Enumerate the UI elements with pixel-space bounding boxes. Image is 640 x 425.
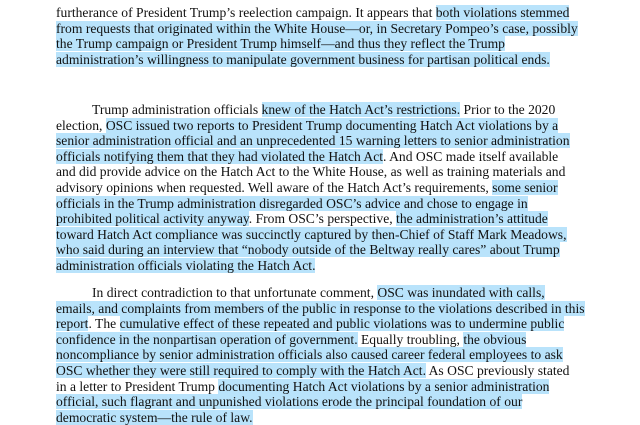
highlighted-text: the obvious <box>463 331 527 347</box>
text-run: Trump administration officials <box>92 102 262 117</box>
text-run: . And OSC made itself available <box>383 148 559 164</box>
highlighted-text: emails, and complaints from members of the public in response to the violations described in this <box>56 300 585 316</box>
highlighted-text: both violations stemmed <box>435 5 570 20</box>
highlighted-text: OSC issued two reports to President Trump documenting Hatch Act violations by a <box>105 117 559 133</box>
highlighted-text: report <box>56 316 89 332</box>
text-run: in a letter to President Trump <box>56 378 219 394</box>
text-run: election, <box>56 117 106 133</box>
highlighted-text: the Trump campaign or President Trump himself—and thus they reflect the Trump <box>56 36 505 52</box>
text-line <box>56 5 596 21</box>
text-line <box>56 133 596 149</box>
text-line <box>56 242 596 258</box>
text-line <box>56 258 596 274</box>
highlighted-text: officials notifying them that they had violated the Hatch Act <box>56 148 384 164</box>
text-run: As OSC previously stated <box>425 362 570 378</box>
text-run: and did provide advice on the Hatch Act to the White House, as well as training materials and <box>56 164 566 180</box>
highlighted-text: toward Hatch Act compliance was succinctly captured by then-Chief of Staff Mark Meadows, <box>56 226 567 242</box>
text-run: Equally troubling, <box>357 331 464 347</box>
text-run: . The <box>88 316 120 332</box>
highlighted-text: noncompliance by senior administration officials also caused career federal employees to ask <box>56 347 563 363</box>
text-run: furtherance of President Trump’s reelection campaign. It appears that <box>56 5 436 20</box>
text-run: . From OSC’s perspective, <box>248 211 397 227</box>
highlighted-text: OSC whether they were still required to comply with the Hatch Act. <box>56 362 426 378</box>
text-line <box>56 21 596 37</box>
text-line <box>56 410 596 425</box>
highlighted-text: knew of the Hatch Act’s restrictions. <box>261 102 461 117</box>
text-run: In direct contradiction to that unfortunate comment, <box>92 285 378 300</box>
highlighted-text: senior administration official and an unprecedented 15 warning letters to senior administration <box>56 133 570 149</box>
text-run: Prior to the 2020 <box>460 102 556 117</box>
text-line <box>56 52 596 68</box>
paragraph-2 <box>56 102 596 274</box>
highlighted-text: prohibited political activity anyway <box>56 211 249 227</box>
text-line <box>56 363 596 379</box>
text-line <box>56 379 596 395</box>
highlighted-text: democratic system—the rule of law. <box>56 409 253 425</box>
text-line <box>56 211 596 227</box>
paragraph-3 <box>56 285 596 425</box>
text-line <box>56 301 596 317</box>
text-line <box>56 180 596 196</box>
highlighted-text: confidence in the nonpartisan operation of government. <box>56 331 358 347</box>
text-line <box>56 347 596 363</box>
highlighted-text: documenting Hatch Act violations by a senior administration <box>218 378 550 394</box>
highlighted-text: cumulative effect of these repeated and public violations was to undermine public <box>119 316 565 332</box>
text-line <box>56 118 596 134</box>
text-line <box>56 332 596 348</box>
text-line <box>56 164 596 180</box>
text-line <box>56 196 596 212</box>
text-line <box>56 227 596 243</box>
highlighted-text: administration’s willingness to manipulate government business for partisan political ends. <box>56 51 550 67</box>
highlighted-text: administration officials violating the Hatch Act. <box>56 257 316 273</box>
highlighted-text: officials in the Trump administration disregarded OSC’s advice and chose to engage in <box>56 195 528 211</box>
highlighted-text: who said during an interview that “nobody outside of the Beltway really cares” about Trump <box>56 242 560 258</box>
text-line <box>56 394 596 410</box>
highlighted-text: official, such flagrant and unpunished violations erode the principal foundation of our <box>56 394 523 410</box>
highlighted-text: some senior <box>492 179 558 195</box>
text-line <box>56 102 596 118</box>
text-run: advisory opinions when requested. Well aware of the Hatch Act’s requirements, <box>56 179 493 195</box>
text-line <box>56 36 596 52</box>
text-line <box>56 149 596 165</box>
paragraph-1 <box>56 5 596 67</box>
text-line <box>56 316 596 332</box>
highlighted-text: OSC was inundated with calls, <box>377 285 545 300</box>
highlighted-text: from requests that originated within the White House—or, in Secretary Pompeo’s case, possibly <box>56 20 578 36</box>
highlighted-text: the administration’s attitude <box>396 211 548 227</box>
text-line <box>56 285 596 301</box>
